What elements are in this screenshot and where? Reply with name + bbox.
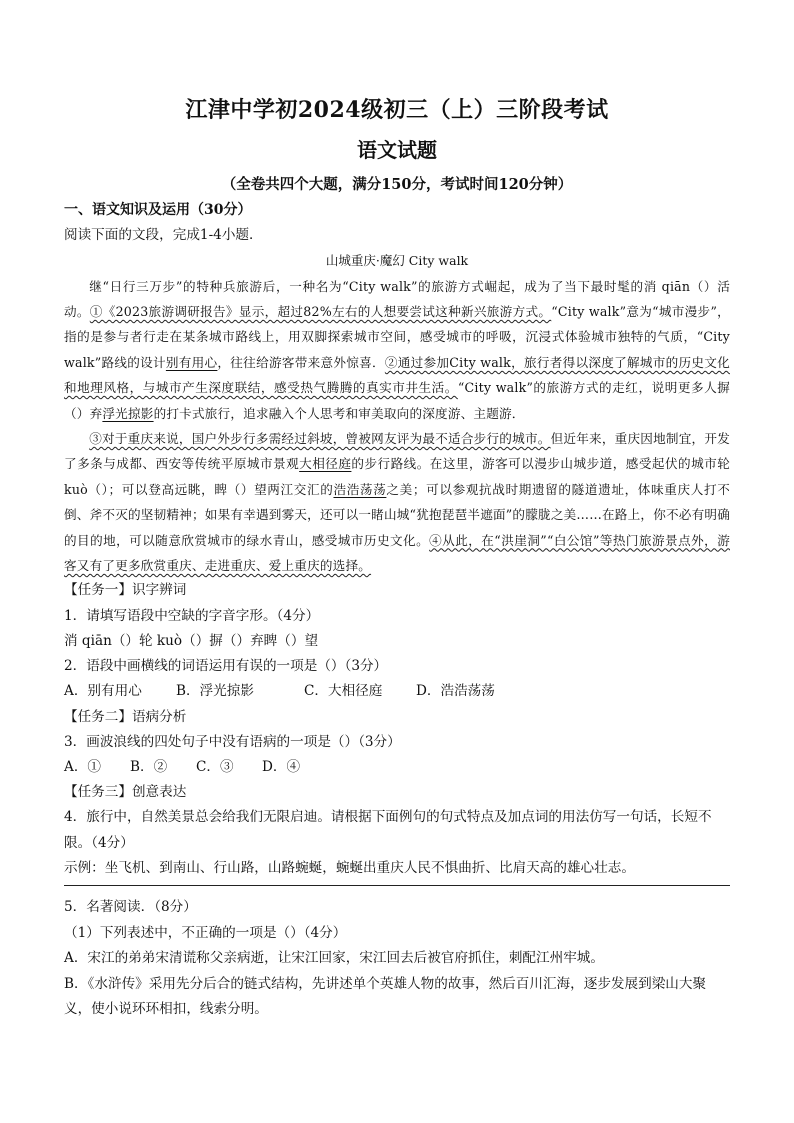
wavy-sentence-1: ①《2023旅游调研报告》显示，超过82%左右的人想要尝试这种新兴旅游方式。 (89, 304, 552, 320)
answer-line[interactable] (64, 885, 730, 886)
option-a[interactable]: A．宋江的弟弟宋清谎称父亲病逝，让宋江回家，宋江回去后被官府抓住，刺配江州牢城。 (64, 950, 604, 967)
exam-title: 江津中学初2024级初三（上）三阶段考试 (185, 97, 609, 123)
underlined-word-2: 浮光掠影 (102, 405, 154, 421)
task-two-heading: 【任务二】语病分析 (64, 708, 187, 725)
section-five (64, 895, 730, 1023)
section-one (64, 198, 730, 881)
option-b[interactable]: B．《水浒传》采用先分后合的链式结构，先讲述单个英雄人物的故事，然后百川汇海，逐步发展到梁山大聚义，使小说环环相扣，线索分明。 (64, 975, 707, 1018)
question-2: 2．语段中画横线的词语运用有误的一项是（）（3分） (64, 658, 388, 675)
exam-note: （全卷共四个大题，满分150分，考试时间120分钟） (221, 176, 573, 193)
option-c[interactable]: C．③ (196, 758, 234, 775)
exam-subtitle: 语文试题 (357, 138, 437, 162)
option-b[interactable]: B．② (130, 758, 168, 775)
passage-text: “City walk”的旅游方式的走红，说明更多人摒（）弃 (64, 380, 731, 421)
section-heading: 一、语文知识及运用（30分） (64, 202, 252, 218)
passage-text: 继“日行三万步”的特种兵旅游后，一种名为“City walk”的旅游方式崛起，成为了当下最时髦的消 qiān（）活动。 (64, 278, 730, 320)
option-b[interactable]: B．浮光掠影 (176, 683, 254, 700)
passage-text: “City walk”意为“城市漫步”，指的是参与者行走在某条城市路线上，用双脚探索城市空间，感受城市的呼吸，沉浸式体验城市独特的气质，“City walk”路线的设计 (64, 304, 730, 370)
underlined-word-3: 大相径庭 (299, 456, 352, 472)
option-c[interactable]: C．大相径庭 (304, 683, 383, 700)
wavy-sentence-2: ②通过参加City walk，旅行者得以深度了解城市的历史文化和地理风格，与城市产生深度联结，感受热气腾腾的真实市井生活。 (64, 354, 730, 396)
passage-text: 之美；可以参观抗战时期遗留的隧道遗址，体味重庆人打不倒、斧不灭的坚韧精神；如果有幸遇到雾天，还可以一睹山城“犹抱琵琶半遮面”的朦胧之美……在路上，你不必有明确的目的地，可以随意欣赏城市的绿水青山，感受城市历史文化。 (64, 481, 730, 548)
option-d[interactable]: D．浩浩荡荡 (416, 683, 495, 700)
passage-text: 的步行路线。在这里，游客可以漫步山城步道，感受起伏的城市轮 kuò（）；可以登高远眺，睥（）望两江交汇的 (64, 456, 730, 497)
question-2-options (64, 679, 730, 704)
passage-paragraph-2 (64, 426, 730, 578)
question-3-options (64, 755, 730, 780)
passage-paragraph-1 (64, 274, 730, 426)
option-d[interactable]: D．④ (262, 758, 301, 775)
question-1-blanks[interactable]: 消 qiān（）轮 kuò（）摒（）弃睥（）望 (64, 632, 319, 649)
task-one-heading: 【任务一】识字辨词 (64, 582, 187, 599)
passage-text: 的打卡式旅行，追求融入个人思考和审美取向的深度游、主题游． (153, 405, 525, 421)
question-4-example: 示例：坐飞机、到南山、行山路，山路蜿蜒，蜿蜒出重庆人民不惧曲折、比肩天高的雄心壮志。 (64, 859, 635, 876)
task-three-heading: 【任务三】创意表达 (64, 784, 187, 801)
passage-text: 但近年来，重庆因地制宜，开发了多条与成都、西安等传统平原城市景观 (64, 431, 730, 472)
underlined-word-1: 别有用心 (165, 354, 218, 370)
wavy-sentence-4: ④从此，在“洪崖洞”“白公馆”等热门旅游景点外，游客又有了更多欣赏重庆、走进重庆、爱上重庆的选择。 (64, 532, 730, 574)
question-1: 1．请填写语段中空缺的字音字形。（4分） (64, 607, 320, 624)
reading-instruction: 阅读下面的文段，完成1-4小题． (64, 227, 263, 244)
wavy-sentence-3: ③对于重庆来说，国户外步行多需经过斜坡，曾被网友评为最不适合步行的城市。 (89, 431, 551, 447)
question-3: 3．画波浪线的四处句子中没有语病的一项是（）（3分） (64, 733, 401, 750)
question-4: 4．旅行中，自然美景总会给我们无限启迪。请根据下面例句的句式特点及加点词的用法仿写一句话，长短不限。（4分） (64, 809, 712, 851)
question-5: 5．名著阅读．（8分） (64, 899, 197, 915)
underlined-word-4: 浩浩荡荡 (333, 481, 387, 497)
option-a[interactable]: A．别有用心 (64, 683, 142, 700)
option-a[interactable]: A．① (64, 758, 102, 775)
passage-text: ，往往给游客带来意外惊喜． (217, 354, 385, 370)
question-5-1: （1）下列表述中，不正确的一项是（）（4分） (64, 924, 347, 941)
passage-title: 山城重庆·魔幻 City walk (325, 253, 469, 269)
